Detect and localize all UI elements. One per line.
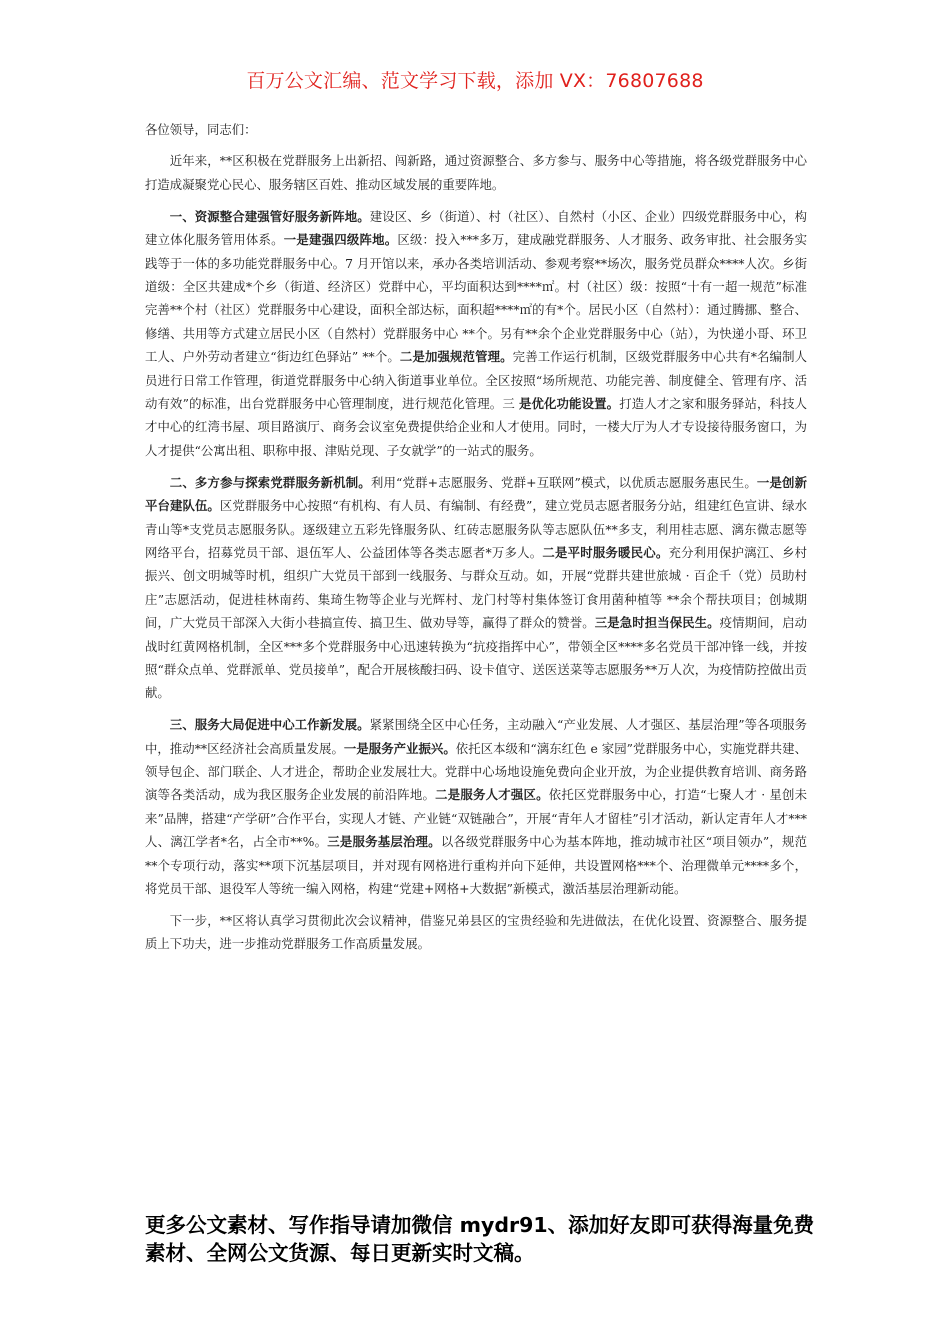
section-2-paragraph: [145, 471, 807, 705]
footer-note: 更多公文素材、写作指导请加微信 mydr91、添加好友即可获得海量免费素材、全网公文货源、每日更新实时文稿。: [145, 1213, 815, 1265]
section-1-subheading-1: 一是建强四级阵地。: [283, 232, 398, 248]
section-3-paragraph: [145, 713, 807, 900]
section-3-text-2: 依托区本级和“漓东红色 e 家园”党群服务中心，实施党群共建、领导包企、部门联企、人才进企，帮助企业发展壮大。党群中心场地设施免费向企业开放，为企业提供教育培训、商务路演等各类活动，成为我区服务企业发展的前沿阵地。: [145, 740, 808, 803]
section-3-text-1: 紧紧围绕全区中心任务，主动融入“产业发展、人才强区、基层治理”等各项服务中，推动**区经济社会高质量发展。: [145, 717, 808, 756]
section-1-text-2: 区级：投入***多万，建成融党群服务、人才服务、政务审批、社会服务实践等于一体的多功能党群服务中心。7 月开馆以来，承办各类培训活动、参观考察**场次，服务党员群众****人次。乡街道级：全区共建成*个乡（街道、经济区）党群中心，平均面积达到****㎡。村（社区）级：按照“十有一超一规范”标准完善**个村（社区）党群服务中心建设，面积全部达标，面积超****㎡的有*个。居民小区（自然村）：通过腾挪、整合、修缮、共用等方式建立居民小区（自然村）党群服务中心 **个。另有**余个企业党群服务中心（站），为快递小哥、环卫工人、户外劳动者建立“街边红色驿站” **个。: [145, 232, 808, 365]
section-2-subheading-1: 一是创新平台建队伍。: [145, 474, 807, 514]
section-3-subheading-1: 一是服务产业振兴。: [343, 740, 456, 756]
closing-paragraph: 下一步，**区将认真学习贯彻此次会议精神，借鉴兄弟县区的宝贵经验和先进做法，在优化设置、资源整合、服务提质上下功夫，进一步推动党群服务工作高质量发展。: [145, 913, 807, 952]
section-1-paragraph: [145, 205, 807, 462]
section-3-text-3: 依托区党群服务中心，打造“七聚人才 · 星创未来”品牌，搭建“产学研”合作平台，实现人才链、产业链“双链融合”，开展“青年人才留桂”引才活动，新认定青年人才***人、漓江学者*名，占全市**%。: [145, 787, 808, 850]
section-3-text-4: 以各级党群服务中心为基本阵地，推动城市社区“项目领办”，规范**个专项行动，落实**项下沉基层项目，并对现有网格进行重构并向下延伸，共设置网格***个、治理微单元****多个，将党员干部、退役军人等统一编入网格，构建“党建+网格+大数据”新模式，激活基层治理新动能。: [145, 834, 808, 897]
section-2-subheading-3: 三是急时担当保民生。: [594, 615, 720, 631]
salutation: 各位领导，同志们：: [145, 122, 257, 137]
section-3-heading: 三、服务大局促进中心工作新发展。: [169, 717, 370, 733]
section-2-text-2: 区党群服务中心按照“有机构、有人员、有编制、有经费”，建立党员志愿者服务分站，组建红色宣讲、绿水青山等*支党员志愿服务队。逐级建立五彩先锋服务队、红砖志愿服务队等志愿队伍**多支，利用桂志愿、漓东微志愿等网络平台，招募党员干部、退伍军人、公益团体等各类志愿者*万多人。: [145, 498, 808, 560]
section-3-subheading-2: 二是服务人才强区。: [435, 787, 549, 803]
section-1-text-4: 打造人才之家和服务驿站，科技人才中心的红湾书屋、项目路演厅、商务会议室免费提供给企业和人才使用。同时，一楼大厅为人才专设接待服务窗口，为人才提供“公寓出租、职称申报、津贴兑现、子女就学”的一站式的服务。: [145, 395, 808, 458]
document-body: [145, 118, 807, 964]
section-2-text-3: 充分利用保护漓江、乡村振兴、创文明城等时机，组织广大党员干部到一线服务、与群众互动。如，开展“党群共建世旅城 · 百企千（党）员助村庄”志愿活动，促进桂林南药、集琦生物等企业与光辉村、龙门村等村集体签订食用菌种植等 **余个帮扶项目；创城期间，广大党员干部深入大街小巷搞宣传、搞卫生、做劝导等，赢得了群众的赞誉。: [145, 544, 808, 631]
section-1-text-3: 完善工作运行机制，区级党群服务中心共有*名编制人员进行日常工作管理，街道党群服务中心纳入街道事业单位。全区按照“场所规范、功能完善、制度健全、管理有序、活动有效”的标准，出台党群服务中心管理制度，进行规范化管理。三: [145, 349, 808, 411]
section-2-heading: 二、多方参与探索党群服务新机制。: [169, 474, 371, 490]
header-banner: 百万公文汇编、范文学习下载，添加 VX：76807688: [246, 70, 704, 92]
intro-paragraph: 近年来，**区积极在党群服务上出新招、闯新路，通过资源整合、多方参与、服务中心等措施，将各级党群服务中心打造成凝聚党心民心、服务辖区百姓、推动区域发展的重要阵地。: [145, 153, 807, 192]
section-1-text-1: 建设区、乡（街道）、村（社区）、自然村（小区、企业）四级党群服务中心，构建立体化服务管用体系。: [145, 208, 808, 248]
section-2-text-1: 利用“党群+志愿服务、党群+互联网”模式，以优质志愿服务惠民生。: [370, 474, 757, 490]
section-1-subheading-2: 二是加强规范管理。: [399, 349, 513, 365]
section-2-subheading-2: 二是平时服务暖民心。: [542, 544, 669, 560]
section-2-text-4: 疫情期间，启动战时红黄网格机制，全区***多个党群服务中心迅速转换为“抗疫指挥中心”，带领全区****多名党员干部冲锋一线，并按照“群众点单、党群派单、党员接单”，配合开展核酸扫码、设卡值守、送医送菜等志愿服务**万人次，为疫情防控做出贡献。: [145, 615, 808, 701]
section-1-subheading-3: 是优化功能设置。: [518, 395, 620, 411]
section-1-heading: 一、资源整合建强管好服务新阵地。: [169, 208, 370, 224]
section-3-subheading-3: 三是服务基层治理。: [327, 834, 441, 850]
